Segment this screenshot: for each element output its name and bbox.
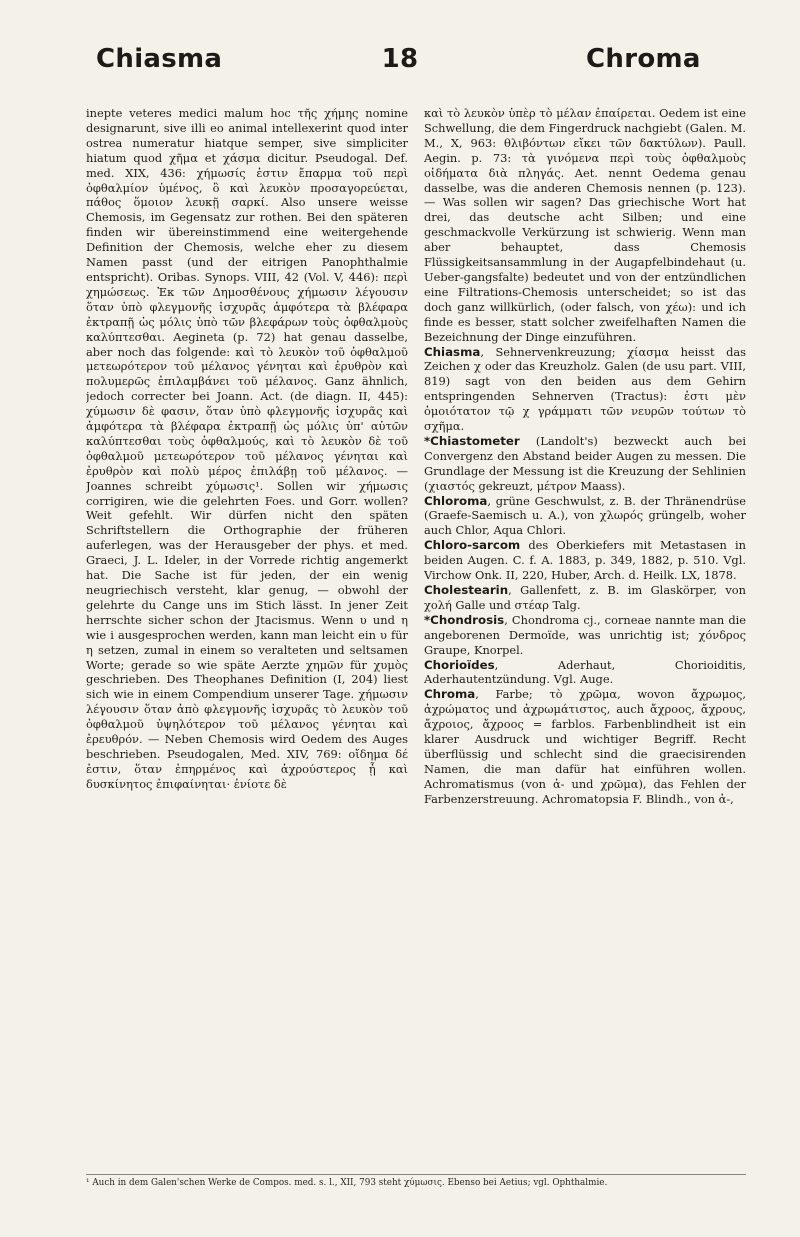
headword: *Chiastometer <box>424 433 520 448</box>
page-number: 18 <box>381 44 419 74</box>
entry-chiasma <box>424 345 746 434</box>
headword: Cholestearin <box>424 583 509 597</box>
left-column-text: inepte veteres medici malum hoc τῆς χήμης nomine designarunt, sive illi eo animal intellexerint quod inter ostrea numeratur hiatque semper, sive simpliciter hiatum quod χῆμα et χάσμα dicitur. Pseudogal. Def. med. XIX, 436: χήμωσίς ἐστιν ἔπαρμα τοῦ περὶ ὀφθαλμίον ὑμένος, ὃ καὶ λευκὸν προσαγορεύεται, πάθος ὅμοιον λευκῇ σαρκί. Also unsere weisse Chemosis, im Gegensatz zur rothen. Bei den späteren finden wir übereinstimmend eine weitergehende Definition der Chemosis, welche eher zu diesem Namen passt (und der eitrigen Panophthalmie entspricht). Oribas. Synops. VIII, 42 (Vol. V, 446): περὶ χημώσεως. Ἐκ τῶν Δημοσθένους χήμωσιν λέγουσιν ὅταν ὑπὸ φλεγμονῆς ἰσχυρᾶς ἀμφότερα τὰ βλέφαρα ἐκτραπῇ ὡς μόλις ὑπὸ τῶν βλεφάρων τοὺς ὀφθαλμοὺς καλύπτεσθαι. Aegineta (p. 72) hat genau dasselbe, aber noch das folgende: καὶ τὸ λευκὸν τοῦ ὀφθαλμοῦ μετεωρότερον τοῦ μέλανος γένηται καὶ ἐρυθρὸν καὶ πολυμερῶς ἐπιλαμβάνει τοῦ μέλανος. Ganz ähnlich, jedoch correcter bei Joann. Act. (de diagn. II, 445): χύμωσιν δὲ φασιν, ὅταν ὑπὸ φλεγμονῆς ἰσχυρᾶς καὶ ἀμφότερα τὰ βλέφαρα ἐκτραπῇ ὡς μόλις ὑπ' αὐτῶν καλύπτεσθαι τοὺς ὀφθαλμούς, καὶ τὸ λευκὸν δὲ τοῦ ὀφθαλμοῦ μετεωρότερον τοῦ μέλανος γένηται καὶ ἐρυθρὸν καὶ πολὺ μέρος ἐπιλάβῃ τοῦ μέλανος. — Joannes schreibt χύμωσις¹. Sollen wir χήμωσις corrigiren, wie die gelehrten Foes. und Gorr. wollen? Weit gefehlt. Wir dürfen nicht den späten Schriftstellern die Orthographie der früheren auferlegen, was der Herausgeber der phys. et med. Graeci, J. L. Ideler, in der Vorrede richtig angemerkt hat. Die Sache ist für jeden, der ein wenig neugriechisch versteht, klar genug, — obwohl der gelehrte du Cange uns im Stich lässt. In jener Zeit herrschte sicher schon der Jtacismus. Wenn υ und η wie i ausgesprochen werden, kann man leicht ein υ für η setzen, zumal in einem so veralteten und seltsamen Worte; gerade so wie späte Aerzte χημῶν für χυμὸς geschrieben. Des Theophanes Definition (I, 204) liest sich wie in einem Compendium unserer Tage. χήμωσιν λέγουσιν ὅταν ἀπὸ φλεγμονῆς ἰσχυρᾶς τὸ λευκὸν τοῦ ὀφθαλμοῦ ὑψηλότερον τοῦ μέλανος γένηται καὶ ἐρευθρόν. — Neben Chemosis wird Oedem des Auges beschrieben. Pseudogalen, Med. XIV, 769: οἴδημα δέ ἐστιν, ὅταν ἐπηρμένος καὶ ἀχρούστερος ᾖ καὶ δυσκίνητος ἐπιφαίνηται· ἐνίοτε δὲ <box>86 106 408 791</box>
left-column <box>86 106 408 1156</box>
headword: Chloroma <box>424 493 488 508</box>
entry-body: , Aderhaut, Chorioiditis, Aderhautentzündung. Vgl. Auge. <box>424 657 746 687</box>
entry-body: , Sehnervenkreuzung; χίασμα heisst das Zeichen χ oder das Kreuzholz. Galen (de usu part. VIII, 819) sagt von den beiden aus dem Gehirn entspringenden Sehnerven (Tractus): ἐστι μὲν ὁμοιότατον τῷ χ γράμματι τῶν νευρῶν τούτων τὸ σχῆμα. <box>424 344 746 434</box>
entry-chiastometer <box>424 434 746 494</box>
entry-chloro-sarcom <box>424 538 746 583</box>
headword: Chiasma <box>424 344 481 359</box>
headword: Chorioïdes <box>424 657 495 672</box>
entry-body: (Landolt's) bezweckt auch bei Convergenz den Abstand beider Augen zu messen. Die Grundlage der Messung ist die Kreuzung der Sehlinien (χιαστός gekreuzt, μέτρον Maass). <box>424 433 746 493</box>
entry-chroma <box>424 687 746 806</box>
entry-body: , Gallenfett, z. B. im Glaskörper, von χολή Galle und στέαρ Talg. <box>424 583 746 612</box>
entry-chorioides <box>424 658 746 688</box>
right-column-intro: καὶ τὸ λευκὸν ὑπὲρ τὸ μέλαν ἐπαίρεται. Oedem ist eine Schwellung, die dem Fingerdruck nachgiebt (Galen. M. M., X, 963: θλιβόντων εἴκει τῶν δακτύλων). Paull. Aegin. p. 73: τὰ γινόμενα περὶ τοὺς ὀφθαλμοὺς οἰδήματα διὰ πληγάς. Aet. nennt Oedema genau dasselbe, was die anderen Chemosis nennen (p. 123). — Was sollen wir sagen? Das griechische Wort hat drei, das deutsche acht Silben; und eine geschmackvolle Verkürzung ist schwierig. Wenn man aber behauptet, dass Chemosis Flüssigkeitsansammlung in der Augapfelbindehaut (u. Ueber-gangsfalte) bedeutet und von der entzündlichen eine Filtrations-Chemosis unterscheidet; so ist das doch ganz willkürlich, (oder falsch, von χέω): und ich finde es besser, statt solcher zweifelhaften Namen die Bezeichnung der Dinge einzuführen. <box>424 106 746 344</box>
entry-body: , Chondroma cj., corneae nannte man die angeborenen Dermoïde, was unrichtig ist; χόνδρος Graupe, Knorpel. <box>424 612 746 657</box>
right-column <box>424 106 746 1156</box>
headword: *Chondrosis <box>424 612 505 627</box>
entry-cholestearin <box>424 583 746 613</box>
entry-chondrosis <box>424 613 746 658</box>
running-header <box>0 44 800 84</box>
headword: Chloro-sarcom <box>424 538 521 553</box>
entry-chloroma <box>424 494 746 539</box>
headword: Chroma <box>424 687 476 702</box>
entry-body: , grüne Geschwulst, z. B. der Thränendrüse (Graefe-Saemisch u. A.), von χλωρός grüngelb, woher auch Chlor, Aqua Chlori. <box>424 493 746 538</box>
entry-body: , Farbe; τὸ χρῶμα, wovon ἄχρωμος, ἀχρώματος und ἀχρωμάτιστος, auch ἄχροος, ἄχρους, ἄχροιος, ἄχροος = farblos. Farbenblindheit ist ein klarer Ausdruck und wichtiger Begriff. Recht überflüssig und schlecht sind die graecisirenden Namen, die man dafür hat einführen wollen. Achromatismus (von ἀ- und χρῶμα), das Fehlen der Farbenzerstreuung. Achromatopsia F. Blindh., von ἀ-, <box>424 687 746 806</box>
entry-body: des Oberkiefers mit Metastasen in beiden Augen. C. f. A. 1883, p. 349, 1882, p. 510. Vgl. Virchow Onk. II, 220, Huber, Arch. d. Heilk. LX, 1878. <box>424 538 746 583</box>
header-left-word: Chiasma <box>96 44 223 74</box>
footnote: ¹ Auch in dem Galen'schen Werke de Compos. med. s. l., XII, 793 steht χύμωσις. Ebenso bei Aetius; vgl. Ophthalmie. <box>86 1174 746 1190</box>
header-right-word: Chroma <box>586 44 701 74</box>
